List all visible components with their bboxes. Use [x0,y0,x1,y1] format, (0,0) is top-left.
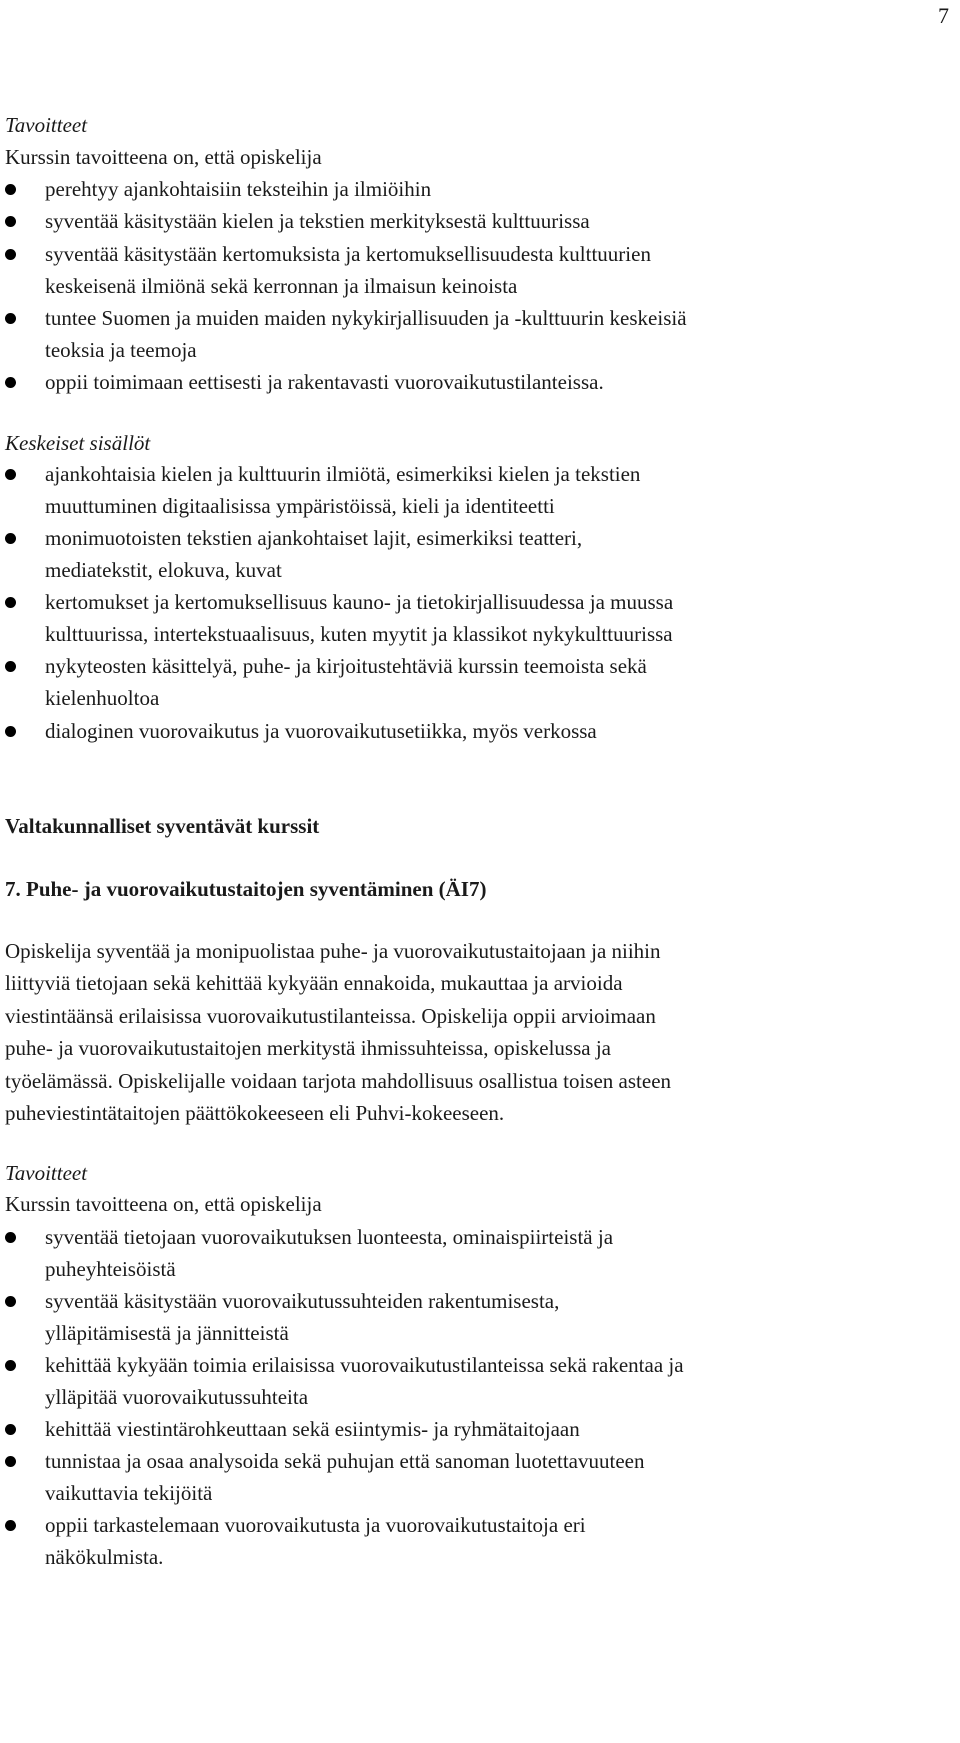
bullet-icon [5,1456,16,1467]
course-description-line: liittyviä tietojaan sekä kehittää kykyään ennakoida, mukauttaa ja arvioida [5,971,623,996]
goal-item: syventää käsitystään vuorovaikutussuhteiden rakentumisesta, [45,1289,560,1313]
content-item: kielenhuoltoa [45,686,160,711]
bullet-icon [5,726,16,737]
goals-intro: Kurssin tavoitteena on, että opiskelija [5,1192,322,1216]
content-item: muuttuminen digitaalisissa ympäristöissä, kieli ja identiteetti [45,494,555,519]
bullet-icon [5,313,16,324]
content-item: mediatekstit, elokuva, kuvat [45,558,282,583]
bullet-icon [5,1232,16,1243]
course-description-line: viestintäänsä erilaisissa vuorovaikutustilanteissa. Opiskelija oppii arvioimaan [5,1003,656,1028]
content-item: nykyteosten käsittelyä, puhe- ja kirjoitustehtäviä kurssin teemoista sekä [45,654,647,678]
content-heading: Keskeiset sisällöt [5,431,151,455]
goal-item: perehtyy ajankohtaisiin teksteihin ja ilmiöihin [45,177,432,201]
goal-item: ylläpitää vuorovaikutussuhteita [45,1385,309,1410]
course-description-line: puhe- ja vuorovaikutustaitojen merkitystä ihmissuhteissa, opiskelussa ja [5,1036,611,1061]
content-item: kulttuurissa, intertekstuaalisuus, kuten myytit ja klassikot nykykulttuurissa [45,622,673,647]
goal-item: keskeisenä ilmiönä sekä kerronnan ja ilmaisun keinoista [45,274,518,299]
page-number: 7 [938,3,949,28]
bullet-icon [5,597,16,608]
bullet-icon [5,469,16,480]
bullet-icon [5,1424,16,1435]
goal-item: syventää tietojaan vuorovaikutuksen luonteesta, ominaispiirteistä ja [45,1225,614,1249]
bullet-icon [5,1360,16,1371]
goal-item: syventää käsitystään kielen ja tekstien merkityksestä kulttuurissa [45,209,590,233]
bullet-icon [5,184,16,195]
goal-item: oppii tarkastelemaan vuorovaikutusta ja vuorovaikutustaitoja eri [45,1513,586,1537]
goal-item: oppii toimimaan eettisesti ja rakentavasti vuorovaikutustilanteissa. [45,370,604,394]
course-description-line: puheviestintätaitojen päättökokeeseen eli Puhvi-kokeeseen. [5,1101,505,1125]
course-title: 7. Puhe- ja vuorovaikutustaitojen syventäminen (ÄI7) [5,877,487,901]
course-description-line: Opiskelija syventää ja monipuolistaa puhe- ja vuorovaikutustaitojaan ja niihin [5,939,661,963]
goal-item: syventää käsitystään kertomuksista ja kertomuksellisuudesta kulttuurien [45,242,651,266]
goal-item: vaikuttavia tekijöitä [45,1481,213,1506]
goals-heading: Tavoitteet [5,113,88,137]
bullet-icon [5,1296,16,1307]
goal-item: tuntee Suomen ja muiden maiden nykykirjallisuuden ja -kulttuurin keskeisiä [45,306,687,330]
bullet-icon [5,377,16,388]
goals-intro: Kurssin tavoitteena on, että opiskelija [5,145,322,169]
course-description-line: työelämässä. Opiskelijalle voidaan tarjota mahdollisuus osallistua toisen asteen [5,1068,672,1093]
content-item: dialoginen vuorovaikutus ja vuorovaikutusetiikka, myös verkossa [45,719,597,743]
content-item: ajankohtaisia kielen ja kulttuurin ilmiötä, esimerkiksi kielen ja tekstien [45,462,641,486]
content-item: monimuotoisten tekstien ajankohtaiset lajit, esimerkiksi teatteri, [45,526,583,550]
bullet-icon [5,216,16,227]
goal-item: puheyhteisöistä [45,1257,176,1282]
bullet-icon [5,1520,16,1531]
bullet-icon [5,661,16,672]
bullet-icon [5,533,16,544]
content-item: kertomukset ja kertomuksellisuus kauno- ja tietokirjallisuudessa ja muussa [45,590,674,614]
goal-item: tunnistaa ja osaa analysoida sekä puhujan että sanoman luotettavuuteen [45,1449,645,1473]
goal-item: teoksia ja teemoja [45,338,197,363]
goal-item: näkökulmista. [45,1545,164,1570]
goals-heading: Tavoitteet [5,1161,88,1185]
goal-item: ylläpitämisestä ja jännitteistä [45,1321,289,1346]
national-heading: Valtakunnalliset syventävät kurssit [5,814,320,838]
goal-item: kehittää viestintärohkeuttaan sekä esiintymis- ja ryhmätaitojaan [45,1417,580,1441]
goal-item: kehittää kykyään toimia erilaisissa vuorovaikutustilanteissa sekä rakentaa ja [45,1353,684,1377]
bullet-icon [5,249,16,260]
